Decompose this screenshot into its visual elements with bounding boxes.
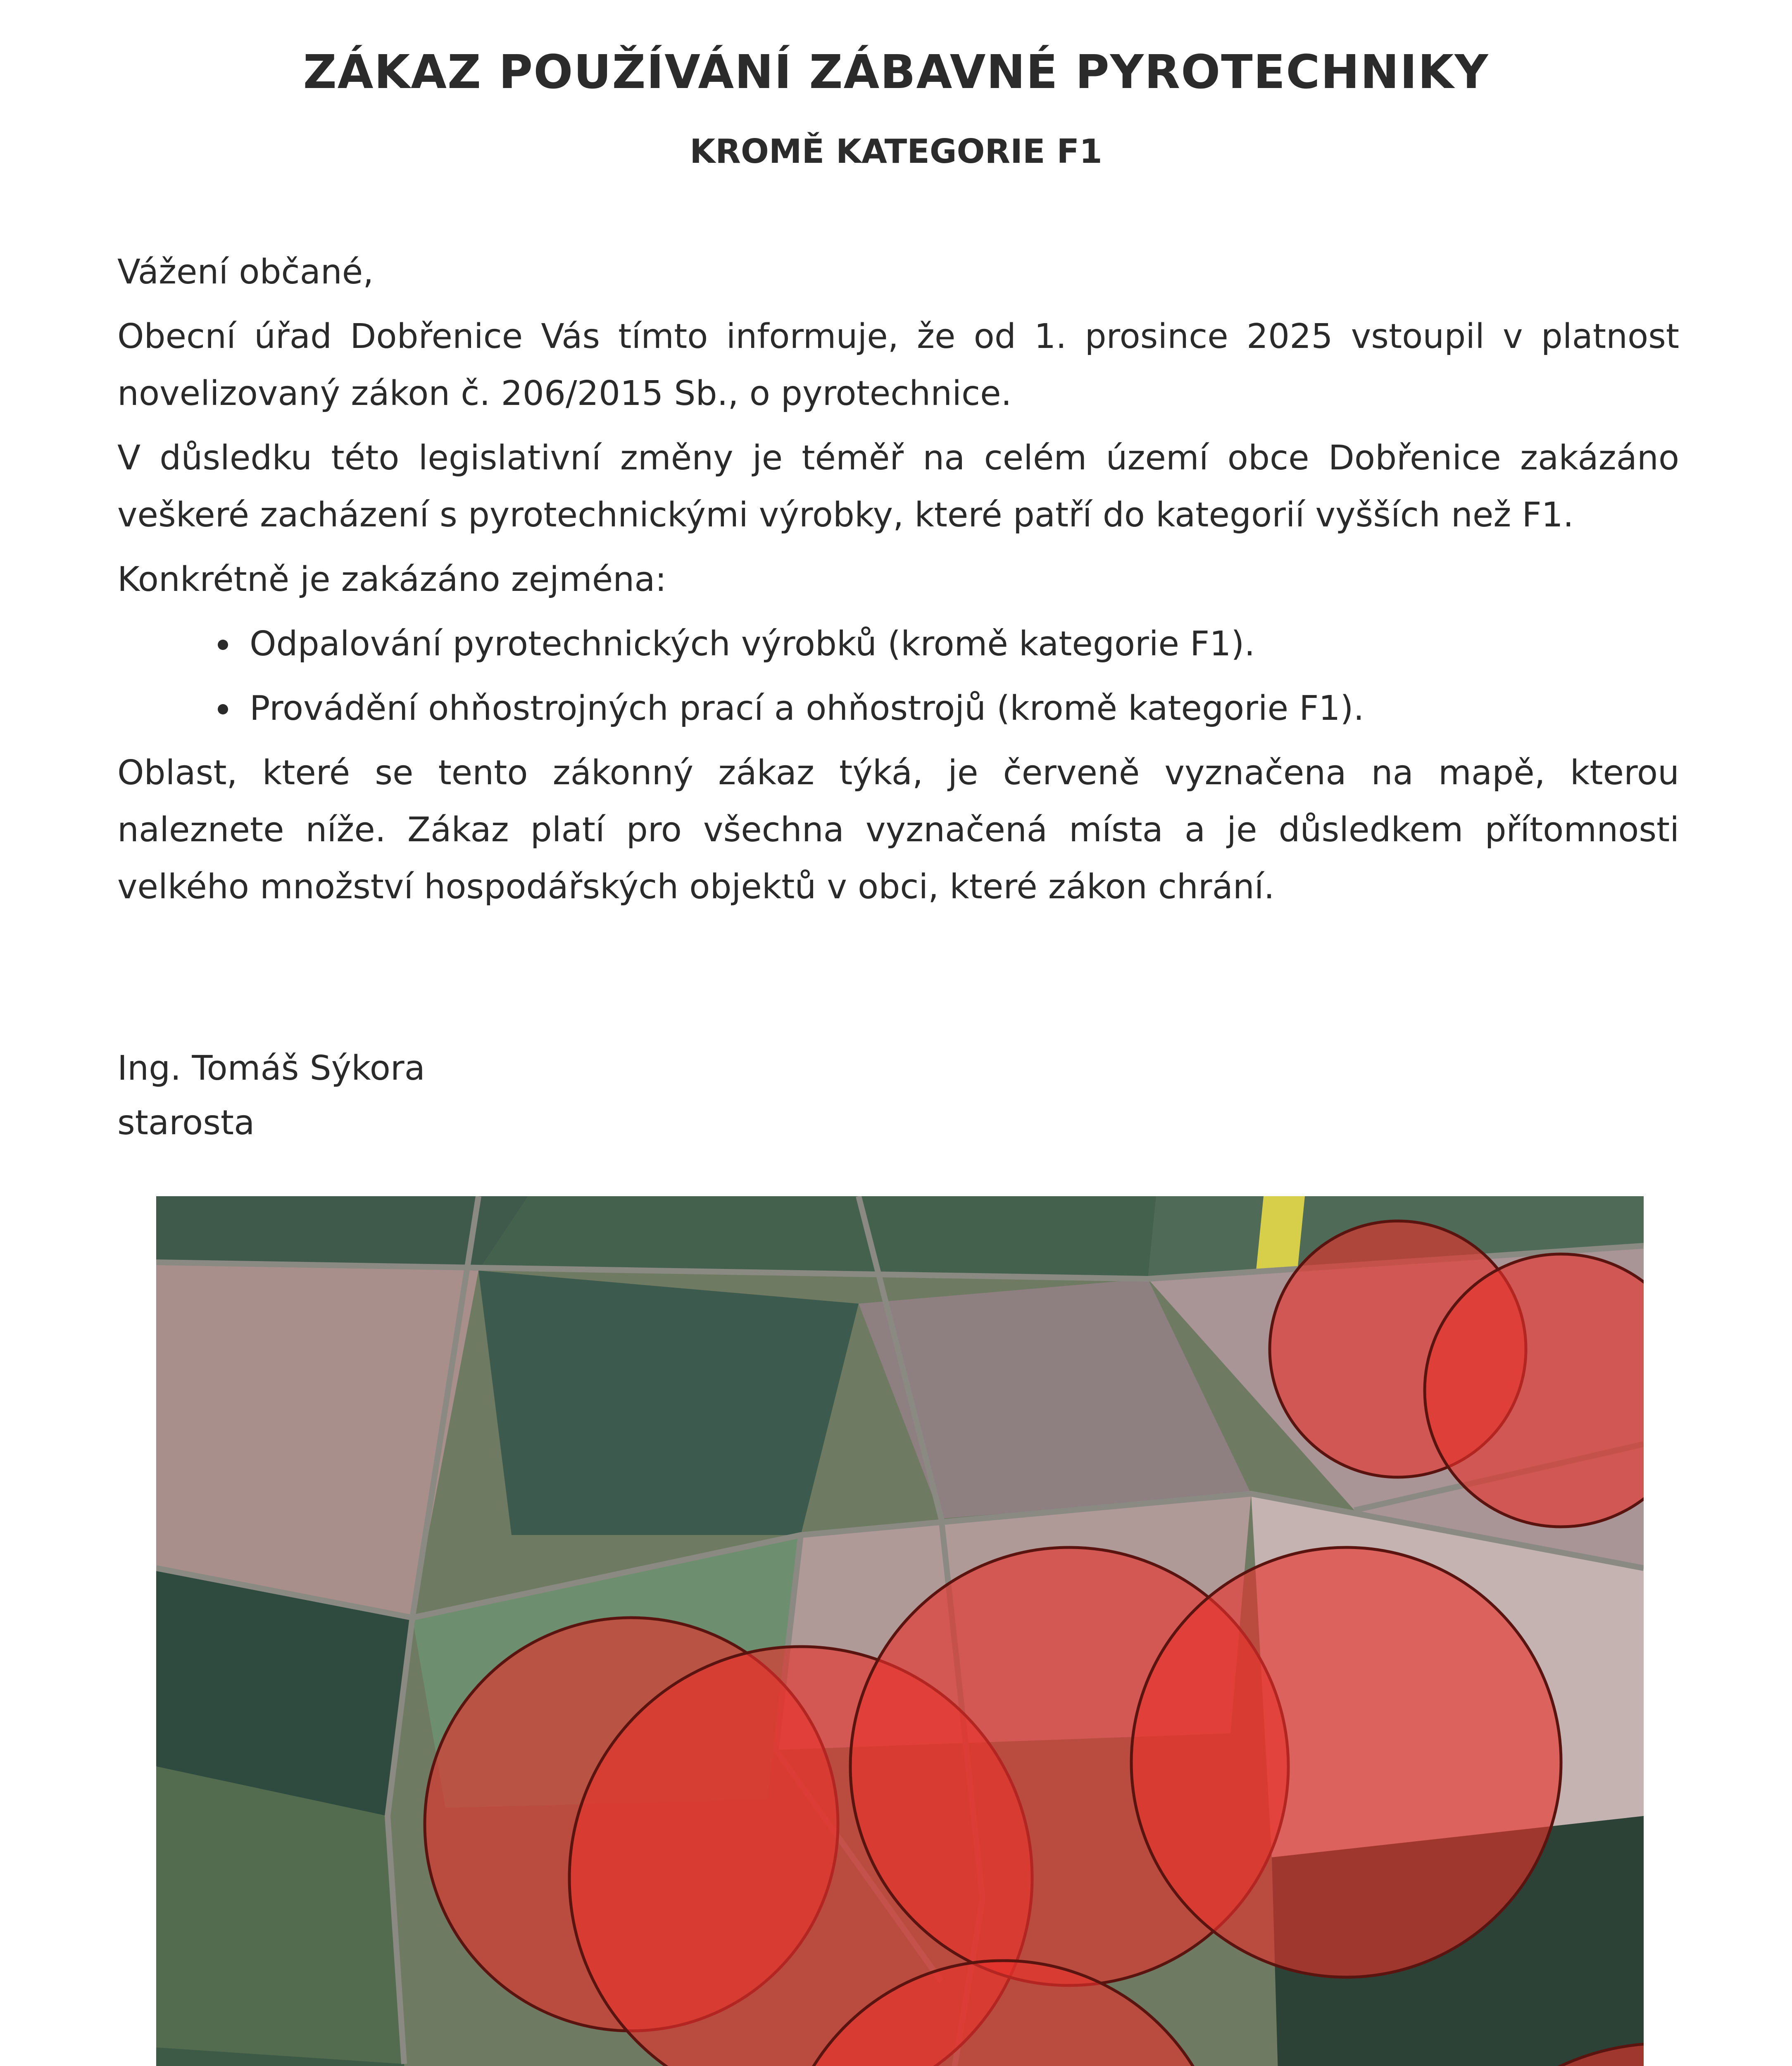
signature-role: starosta <box>117 1103 255 1142</box>
aerial-map-image <box>156 1196 1644 2066</box>
paragraph-map-info: Oblast, které se tento zákonný zákaz týká, je červeně vyznačena na mapě, kterou naleznete níže. Zákaz platí pro všechna vyznačená místa a je důsledkem přítomnosti velkého množství hospodářských objektů v obci, které zákon chrání. <box>117 753 1679 907</box>
paragraph-law-change: Obecní úřad Dobřenice Vás tímto informuje, že od 1. prosince 2025 vstoupil v platnost novelizovaný zákon č. 206/2015 Sb., o pyrotechnice. <box>117 317 1679 413</box>
ban-zone-map <box>156 1196 1644 2066</box>
ban-list <box>117 616 1679 737</box>
notice-body <box>117 244 1679 923</box>
document-title: ZÁKAZ POUŽÍVÁNÍ ZÁBAVNÉ PYROTECHNIKY <box>303 45 1489 99</box>
paragraph-ban-scope: V důsledku této legislativní změny je téměř na celém území obce Dobřenice zakázáno veškeré zacházení s pyrotechnickými výrobky, které patří do kategorií vyšších než F1. <box>117 438 1679 535</box>
document-subtitle: KROMĚ KATEGORIE F1 <box>690 132 1102 171</box>
ban-list-item: • Odpalování pyrotechnických výrobků (kromě kategorie F1). <box>241 616 1679 673</box>
signature-block <box>117 1041 425 1150</box>
ban-zone-circle <box>1131 1547 1561 1977</box>
list-intro: Konkrétně je zakázáno zejména: <box>117 560 667 599</box>
signature-name: Ing. Tomáš Sýkora <box>117 1049 425 1088</box>
ban-list-item: • Provádění ohňostrojných prací a ohňostrojů (kromě kategorie F1). <box>241 680 1679 737</box>
greeting: Vážení občané, <box>117 252 374 292</box>
